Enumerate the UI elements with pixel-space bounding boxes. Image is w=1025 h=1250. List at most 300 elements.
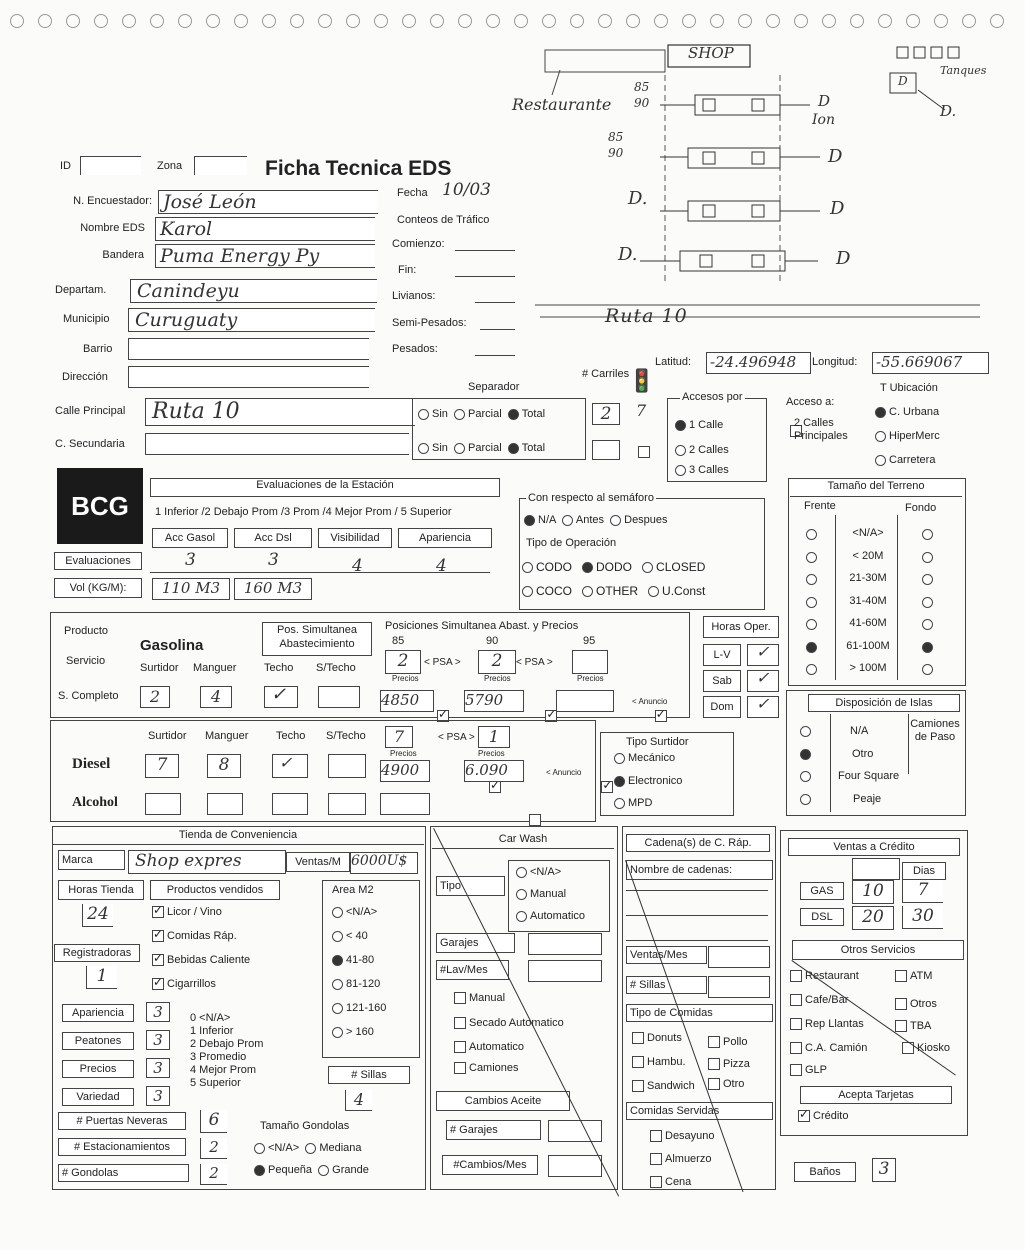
accesos-title: Accesos por	[682, 391, 743, 403]
radio-isla-otro[interactable]	[800, 749, 811, 760]
radio-parcial-2[interactable]	[454, 443, 465, 454]
registradoras-label: Registradoras	[54, 944, 140, 962]
nombre-eds-field[interactable]: Karol	[155, 217, 375, 241]
radio-isla-peaje[interactable]	[800, 794, 811, 805]
comienzo-label: Comienzo:	[392, 238, 445, 250]
radio-hipermerc[interactable]	[875, 431, 886, 442]
terreno-opt-5: 61-100M	[846, 639, 890, 652]
puertas-field[interactable]: 6	[200, 1110, 227, 1133]
gas-techo-field[interactable]: ✓	[264, 686, 298, 708]
gas-surtidor-label: Surtidor	[140, 662, 179, 674]
chk-pizza[interactable]	[708, 1058, 720, 1070]
cw-na: <N/A>	[530, 866, 562, 878]
gas-stecho-field[interactable]	[318, 686, 360, 708]
sem-despues: Despues	[624, 514, 668, 526]
diesel-surtidor-label: Surtidor	[148, 730, 187, 742]
chk-ca-camion[interactable]	[790, 1042, 802, 1054]
op-dodo: DODO	[596, 560, 633, 574]
radio-frente-6[interactable]	[806, 664, 817, 675]
cadenas-sillas-field[interactable]	[708, 976, 770, 998]
scale-item-4: 4 Mejor Prom	[190, 1064, 257, 1076]
radio-codo[interactable]	[522, 562, 533, 573]
chk-rep-llantas[interactable]	[790, 1018, 802, 1030]
acceso-2calles-label: 2 Calles Principales	[794, 417, 848, 442]
terreno-frente: Frente	[804, 500, 836, 512]
sketch-ruta: Ruta 10	[605, 305, 688, 327]
col-apariencia: Apariencia	[398, 528, 492, 548]
tienda-title: Tienda de Conveniencia	[52, 826, 424, 845]
radio-urbana[interactable]	[875, 407, 886, 418]
sillas-label: # Sillas	[328, 1066, 410, 1084]
scale-item-3: 3 Promedio	[190, 1051, 247, 1063]
surtidor-mpd: MPD	[628, 797, 653, 809]
sketch-d-5: D.	[618, 244, 638, 265]
op-coco: COCO	[536, 584, 572, 598]
diesel-precio-1-check[interactable]	[489, 781, 501, 793]
marca-label: Marca	[58, 850, 125, 870]
tipo-operacion-title: Tipo de Operación	[526, 537, 617, 549]
radio-fondo-2[interactable]	[922, 574, 933, 585]
variedad-field[interactable]: 3	[146, 1086, 170, 1106]
sin-label-2: Sin	[432, 442, 448, 454]
radio-frente-5[interactable]	[806, 642, 817, 653]
surtidor-electronico: Electronico	[628, 775, 683, 787]
isla-otro: Otro	[852, 748, 874, 760]
carwash-tipo-label: Tipo	[436, 876, 505, 896]
chk-cigarrillos[interactable]	[152, 978, 164, 990]
alcohol-techo-field[interactable]	[272, 793, 308, 815]
radio-fondo-6[interactable]	[922, 664, 933, 675]
dsl-credito-1[interactable]: 20	[852, 906, 894, 930]
sa-label-1: < PSA >	[424, 657, 461, 668]
diesel-sa-label: < PSA >	[438, 732, 475, 743]
diesel-stecho-field[interactable]	[328, 754, 366, 778]
cambios-aceite-title: Cambios Aceite	[436, 1091, 570, 1111]
chk-comidas[interactable]	[152, 930, 164, 942]
surtidor-mecanico: Mecánico	[628, 752, 676, 764]
precio-95[interactable]	[556, 690, 614, 712]
otros-servicios-title: Otros Servicios	[792, 940, 964, 960]
calle-secundaria-label: C. Secundaria	[55, 438, 125, 450]
puertas-label: # Puertas Neveras	[58, 1112, 186, 1130]
horas-tienda-label: Horas Tienda	[58, 880, 144, 900]
chk-donuts[interactable]	[632, 1032, 644, 1044]
sketch-tanques-label: Tanques	[940, 64, 987, 77]
radio-cw-auto[interactable]	[516, 911, 527, 922]
pos-title: Posiciones Simultanea Abast. y Precios	[385, 620, 579, 632]
bandera-label: Bandera	[102, 249, 144, 261]
registradoras-field[interactable]: 1	[86, 966, 117, 989]
alcohol-surtidor-field[interactable]	[145, 793, 181, 815]
variedad-label: Variedad	[62, 1088, 134, 1106]
cadenas-ventas-field[interactable]	[708, 946, 770, 968]
alcohol-stecho-field[interactable]	[328, 793, 366, 815]
radio-area-2[interactable]	[332, 955, 343, 966]
sin-label-1: Sin	[432, 408, 448, 420]
carwash-title: Car Wash	[432, 830, 614, 849]
semaforo-title: Con respecto al semáforo	[528, 492, 654, 504]
evaluaciones-row-label: Evaluaciones	[54, 552, 142, 570]
radio-sem-despues[interactable]	[610, 515, 621, 526]
cadenas-title: Cadena(s) de C. Ráp.	[626, 834, 770, 852]
cw-c-manual: Manual	[469, 992, 506, 1004]
gond-pequena: Pequeña	[268, 1164, 313, 1176]
sketch-ion: Ion	[812, 112, 835, 128]
id-field[interactable]	[80, 156, 141, 175]
chk-bebidas[interactable]	[152, 954, 164, 966]
marca-field[interactable]: Shop expres	[128, 850, 286, 874]
terreno-opt-2: 21-30M	[849, 572, 887, 584]
radio-isla-four[interactable]	[800, 771, 811, 782]
gas-credito-2[interactable]: 7	[902, 880, 943, 903]
gondolas-field[interactable]: 2	[200, 1164, 227, 1185]
carriles-check-2[interactable]	[638, 446, 650, 458]
sketch-shop-label: SHOP	[688, 44, 734, 62]
chk-otros[interactable]	[895, 998, 907, 1010]
chk-cw-secado[interactable]	[454, 1017, 466, 1029]
col-acc-dsl: Acc Dsl	[234, 528, 312, 548]
col-visibilidad: Visibilidad	[318, 528, 392, 548]
radio-carretera[interactable]	[875, 455, 886, 466]
radio-sin-1[interactable]	[418, 409, 429, 420]
os-ca-camion: C.A. Camión	[805, 1042, 868, 1054]
servicio-label: Servicio	[66, 655, 106, 667]
area-opt-3: 81-120	[346, 978, 381, 990]
radio-sem-na[interactable]	[524, 515, 535, 526]
op-closed: CLOSED	[656, 560, 706, 574]
precios-3: Precios	[577, 674, 604, 683]
radio-2calles[interactable]	[675, 445, 686, 456]
op-codo: CODO	[536, 560, 572, 574]
area-opt-0: <N/A>	[346, 906, 378, 918]
diesel-psa-2[interactable]: 1	[478, 726, 510, 748]
gas-stecho-label: S/Techo	[316, 662, 356, 674]
ubic-carretera: Carretera	[889, 454, 936, 466]
chk-cw-camiones[interactable]	[454, 1062, 466, 1074]
radio-area-0[interactable]	[332, 907, 343, 918]
cambios-garajes-label: # Garajes	[446, 1120, 541, 1140]
horas-sab: Sab	[703, 670, 741, 692]
radio-frente-2[interactable]	[806, 574, 817, 585]
radio-mecanico[interactable]	[614, 753, 625, 764]
prod-licor: Licor / Vino	[167, 906, 222, 918]
radio-dodo[interactable]	[582, 562, 593, 573]
bandera-field[interactable]: Puma Energy Py	[155, 244, 375, 268]
gond-na: <N/A>	[268, 1142, 300, 1154]
island-1	[695, 95, 780, 115]
evaluaciones-title: Evaluaciones de la Estación	[150, 478, 500, 497]
scale-item-5: 5 Superior	[190, 1077, 241, 1089]
psa-90[interactable]: 2	[478, 650, 516, 674]
radio-area-3[interactable]	[332, 979, 343, 990]
diesel-manguer-field[interactable]: 8	[207, 754, 241, 778]
radio-cw-manual[interactable]	[516, 889, 527, 900]
horas-sab-field[interactable]: ✓	[747, 670, 779, 692]
ubic-urbana: C. Urbana	[889, 406, 940, 418]
horas-lv-field[interactable]: ✓	[747, 644, 779, 666]
radio-gond-na[interactable]	[254, 1143, 265, 1154]
radio-total-1[interactable]	[508, 409, 519, 420]
scale-item-0: 0 <N/A>	[190, 1012, 231, 1024]
radio-frente-3[interactable]	[806, 597, 817, 608]
prod-bebidas: Bebidas Caliente	[167, 954, 251, 966]
radio-1calle[interactable]	[675, 420, 686, 431]
vol-dsl[interactable]: 160 M3	[234, 578, 312, 600]
isla-four-square: Four Square	[838, 770, 900, 782]
area-opt-4: 121-160	[346, 1002, 387, 1014]
cw-manual: Manual	[530, 888, 567, 900]
sketch-tank-d: D.	[940, 102, 957, 120]
cambios-mes-label: #Cambios/Mes	[442, 1155, 538, 1175]
radio-area-5[interactable]	[332, 1027, 343, 1038]
chk-cw-auto[interactable]	[454, 1041, 466, 1053]
chk-otro[interactable]	[708, 1078, 720, 1090]
direccion-field[interactable]	[128, 366, 369, 388]
garajes-field[interactable]	[528, 933, 602, 955]
radio-gond-grande[interactable]	[318, 1165, 329, 1176]
anuncio-label-gas: < Anuncio	[632, 697, 668, 706]
gondolas-label: # Gondolas	[58, 1164, 189, 1182]
comidas-servidas-title: Comidas Servidas	[626, 1102, 773, 1120]
radio-isla-na[interactable]	[800, 726, 811, 737]
sketch-d-2: D	[828, 146, 843, 167]
sillas-field[interactable]: 4	[345, 1090, 372, 1111]
horas-tienda-field[interactable]: 24	[82, 904, 113, 927]
horas-dom-field[interactable]: ✓	[747, 696, 779, 718]
separador-row1	[418, 408, 545, 420]
com-hambu: Hambu.	[647, 1056, 686, 1068]
gas-credito-1[interactable]: 10	[852, 880, 894, 904]
precio-95-check[interactable]	[655, 710, 667, 722]
radio-electronico[interactable]	[614, 776, 625, 787]
station-sketch	[500, 35, 1020, 335]
island-4	[680, 251, 785, 271]
gas-surtidor-field[interactable]: 2	[140, 686, 170, 708]
alcohol-precio-field[interactable]	[380, 793, 430, 815]
precio-90[interactable]: 5790	[464, 690, 524, 712]
chk-cw-manual[interactable]	[454, 992, 466, 1004]
radio-closed[interactable]	[642, 562, 653, 573]
col-acc-gasol: Acc Gasol	[152, 528, 228, 548]
cadenas-ventas-label: Ventas/Mes	[626, 946, 707, 964]
credito-dias-blank[interactable]	[852, 858, 900, 880]
radio-fondo-0[interactable]	[922, 529, 933, 540]
com-donuts: Donuts	[647, 1032, 682, 1044]
sketch-85-2: 85	[608, 130, 624, 144]
semipesados-label: Semi-Pesados:	[392, 317, 467, 329]
cw-c-camiones: Camiones	[469, 1062, 519, 1074]
radio-area-1[interactable]	[332, 931, 343, 942]
sketch-85-1: 85	[634, 80, 650, 94]
diesel-precio-1[interactable]: 4900	[380, 760, 430, 782]
separador-title: Separador	[468, 381, 520, 393]
parcial-label-2: Parcial	[468, 442, 502, 454]
cambios-mes-field[interactable]	[548, 1155, 602, 1177]
precio-85[interactable]: 4850	[380, 690, 434, 712]
fecha-label: Fecha	[397, 187, 428, 199]
serv-desayuno: Desayuno	[665, 1130, 715, 1142]
diesel-precios-2: Precios	[478, 749, 505, 758]
dsl-credito-2[interactable]: 30	[902, 906, 943, 929]
dsl-label: DSL	[800, 908, 844, 926]
form-title: Ficha Tecnica EDS	[265, 157, 452, 180]
diesel-surtidor-field[interactable]: 7	[145, 754, 179, 778]
apariencia-field[interactable]: 3	[146, 1002, 170, 1022]
ventas-credito-title: Ventas a Crédito	[788, 838, 960, 856]
longitud-field[interactable]: -55.669067	[872, 352, 989, 374]
horas-oper-title: Horas Oper.	[703, 616, 779, 638]
chk-restaurant[interactable]	[790, 970, 802, 982]
os-kiosko: Kiosko	[917, 1042, 951, 1054]
chk-atm[interactable]	[895, 970, 907, 982]
radio-frente-0[interactable]	[806, 529, 817, 540]
radio-mpd[interactable]	[614, 798, 625, 809]
encuestador-field[interactable]: José León	[158, 190, 378, 214]
banos-field[interactable]: 3	[872, 1158, 896, 1182]
prod-comidas: Comidas Ráp.	[167, 930, 237, 942]
diesel-techo-field[interactable]: ✓	[272, 754, 308, 778]
scompleto-label: S. Completo	[58, 690, 119, 702]
isla-na: N/A	[850, 725, 869, 737]
radio-fondo-3[interactable]	[922, 597, 933, 608]
psa-85[interactable]: 2	[385, 650, 421, 674]
eval-visibilidad[interactable]: 4	[352, 556, 363, 576]
chk-hambu[interactable]	[632, 1056, 644, 1068]
ubicacion-title: T Ubicación	[880, 382, 938, 394]
sem-antes: Antes	[575, 514, 604, 526]
terreno-opt-1: < 20M	[852, 549, 884, 562]
radio-frente-4[interactable]	[806, 619, 817, 630]
gond-grande: Grande	[332, 1164, 369, 1176]
carriles-field-2[interactable]	[592, 440, 620, 460]
chk-pollo[interactable]	[708, 1036, 720, 1048]
terreno-opt-3: 31-40M	[849, 594, 887, 607]
diesel-psa-1[interactable]: 7	[385, 726, 413, 748]
bcg-logo: BCG	[57, 468, 143, 544]
estacionamientos-field[interactable]: 2	[200, 1138, 227, 1159]
gond-mediana: Mediana	[319, 1142, 362, 1154]
departamento-field[interactable]: Canindeyu	[130, 279, 377, 303]
cw-c-automatico: Automatico	[469, 1041, 525, 1053]
sketch-90-2: 90	[608, 146, 624, 160]
chk-cena[interactable]	[650, 1176, 662, 1188]
vol-label: Vol (KG/M):	[54, 578, 142, 598]
area-m2-label: Area M2	[332, 884, 374, 896]
terreno-opt-0: <N/A>	[852, 527, 884, 539]
eval-apariencia[interactable]: 4	[436, 556, 447, 576]
lav-mes-field[interactable]	[528, 960, 602, 982]
radio-sem-antes[interactable]	[562, 515, 573, 526]
ventas-mes-label: Ventas/M	[286, 852, 350, 872]
chk-tba[interactable]	[895, 1020, 907, 1032]
radio-fondo-1[interactable]	[922, 552, 933, 563]
radio-sin-2[interactable]	[418, 443, 429, 454]
chk-cafebar[interactable]	[790, 994, 802, 1006]
radio-gond-mediana[interactable]	[305, 1143, 316, 1154]
os-atm: ATM	[910, 970, 933, 982]
carriles-field-1[interactable]: 2	[592, 403, 620, 425]
isla-peaje: Peaje	[853, 793, 882, 805]
radio-parcial-1[interactable]	[454, 409, 465, 420]
psa-95[interactable]	[572, 650, 608, 674]
os-tba: TBA	[910, 1020, 932, 1032]
precios-field[interactable]: 3	[146, 1058, 170, 1078]
peatones-field[interactable]: 3	[146, 1030, 170, 1050]
dias-label: Dias	[902, 862, 946, 880]
radio-uconst[interactable]	[648, 586, 659, 597]
eval-acc-gasol[interactable]: 3	[185, 550, 196, 570]
radio-cw-na[interactable]	[516, 867, 527, 878]
chk-sandwich[interactable]	[632, 1080, 644, 1092]
vol-gas[interactable]: 110 M3	[152, 578, 230, 600]
total-label-2: Total	[521, 442, 546, 454]
islas-title: Disposición de Islas	[808, 694, 960, 712]
oct-85: 85	[392, 635, 405, 647]
municipio-field[interactable]: Curuguaty	[128, 308, 375, 332]
fecha-value[interactable]: 10/03	[442, 180, 491, 200]
radio-total-2[interactable]	[508, 443, 519, 454]
calle-principal-label: Calle Principal	[55, 405, 126, 417]
os-cafebar: Cafe/Bar	[805, 994, 849, 1006]
chk-credito[interactable]	[798, 1110, 810, 1122]
anuncio-label-diesel: < Anuncio	[546, 768, 582, 777]
accesos-1calle: 1 Calle	[689, 419, 724, 431]
calle-principal-field[interactable]: Ruta 10	[145, 398, 415, 426]
acepta-tarjetas-title: Acepta Tarjetas	[800, 1086, 952, 1104]
com-pollo: Pollo	[723, 1036, 748, 1048]
nombre-cadenas-label: Nombre de cadenas:	[626, 860, 773, 880]
horas-lv: L-V	[703, 644, 741, 666]
diesel-manguer-label: Manguer	[205, 730, 249, 742]
gas-manguer-field[interactable]: 4	[200, 686, 232, 708]
garajes-label: Garajes	[436, 933, 515, 953]
latitud-field[interactable]: -24.496948	[706, 352, 811, 374]
ventas-mes-field[interactable]: 6000U$	[350, 852, 418, 874]
carriles-field-1b[interactable]: 7	[636, 401, 647, 420]
zona-field[interactable]	[194, 156, 247, 175]
chk-licor[interactable]	[152, 906, 164, 918]
radio-area-4[interactable]	[332, 1003, 343, 1014]
cambios-garajes-field[interactable]	[548, 1120, 602, 1142]
alcohol-manguer-field[interactable]	[207, 793, 243, 815]
radio-3calles[interactable]	[675, 465, 686, 476]
chk-glp[interactable]	[790, 1064, 802, 1076]
tarjeta-credito: Crédito	[813, 1110, 849, 1122]
chk-almuerzo[interactable]	[650, 1153, 662, 1165]
sketch-d-3: D.	[628, 188, 648, 209]
gas-label: GAS	[800, 882, 844, 900]
chk-desayuno[interactable]	[650, 1130, 662, 1142]
cadenas-sillas-label: # Sillas	[626, 976, 707, 994]
scale-item-1: 1 Inferior	[190, 1025, 234, 1037]
barrio-field[interactable]	[128, 338, 369, 360]
sketch-d-4: D	[830, 198, 845, 219]
diesel-precio-2[interactable]: 6.090	[464, 760, 524, 782]
radio-gond-pequena[interactable]	[254, 1165, 265, 1176]
oct-95: 95	[583, 635, 596, 647]
apariencia-label: Apariencia	[62, 1004, 134, 1022]
sketch-tank-label: D	[898, 74, 908, 88]
radio-other[interactable]	[582, 586, 593, 597]
radio-fondo-4[interactable]	[922, 619, 933, 630]
radio-frente-1[interactable]	[806, 552, 817, 563]
calle-secundaria-field[interactable]	[145, 433, 409, 455]
accesos-2calles: 2 Calles	[689, 444, 729, 456]
alcohol-precio-check[interactable]	[529, 814, 541, 826]
radio-fondo-5[interactable]	[922, 642, 933, 653]
eval-acc-dsl[interactable]: 3	[268, 550, 279, 570]
radio-coco[interactable]	[522, 586, 533, 597]
